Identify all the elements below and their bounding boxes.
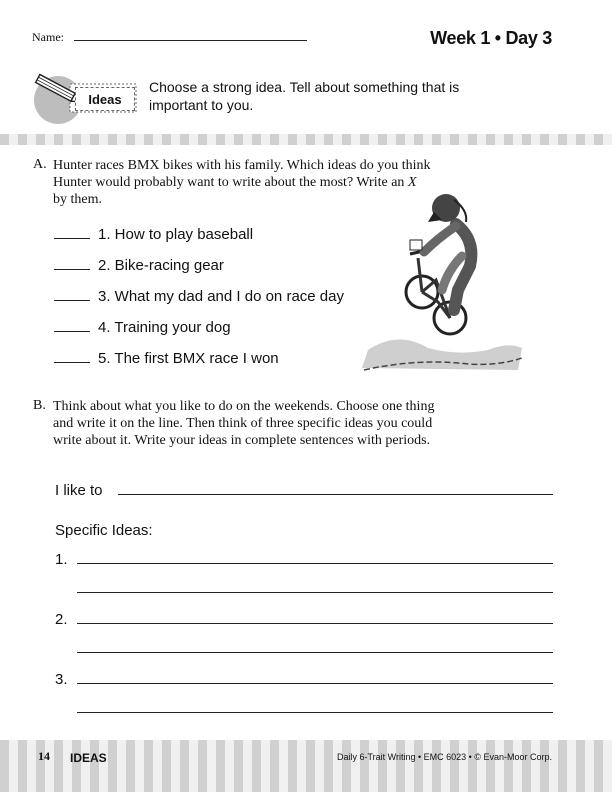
idea-number: 1. xyxy=(55,551,68,568)
idea-number: 2. xyxy=(55,611,68,628)
i-like-answer-line[interactable] xyxy=(118,494,553,495)
name-label: Name: xyxy=(32,30,64,44)
option-item xyxy=(54,319,231,336)
page-number: 14 xyxy=(38,749,50,763)
header-divider xyxy=(0,134,612,145)
idea-2-line-2[interactable] xyxy=(77,652,553,653)
option-item xyxy=(54,257,224,274)
idea-3-line-2[interactable] xyxy=(77,712,553,713)
footer-section-label: IDEAS xyxy=(70,751,107,765)
footer-band xyxy=(0,740,612,792)
week-day-title: Week 1 • Day 3 xyxy=(430,28,552,48)
option-blank[interactable] xyxy=(54,238,90,239)
option-label: 1. How to play baseball xyxy=(98,226,254,243)
section-b-question: Think about what you like to do on the weekends. Choose one thing and write it on the line. Then think of three specific ideas you could write about it. Write your ideas in complete sentences with periods. xyxy=(53,399,435,448)
section-b-letter: B. xyxy=(33,398,46,413)
ideas-badge-label: Ideas xyxy=(75,87,135,111)
idea-1-line-2[interactable] xyxy=(77,592,553,593)
option-item xyxy=(54,288,344,305)
i-like-label: I like to xyxy=(55,482,103,499)
option-blank[interactable] xyxy=(54,269,90,270)
ideas-badge xyxy=(30,70,140,126)
idea-1-line-1[interactable] xyxy=(77,563,553,564)
option-label: 4. Training your dog xyxy=(98,319,231,336)
option-label: 5. The first BMX race I won xyxy=(98,350,279,367)
option-item xyxy=(54,226,253,243)
specific-ideas-label: Specific Ideas: xyxy=(55,522,153,539)
idea-2-line-1[interactable] xyxy=(77,623,553,624)
option-label: 2. Bike-racing gear xyxy=(98,257,224,274)
copyright-text: Daily 6-Trait Writing • EMC 6023 • © Evan-Moor Corp. xyxy=(337,752,552,762)
name-field-line[interactable] xyxy=(74,40,307,41)
section-a-letter: A. xyxy=(33,157,47,172)
bmx-rider-illustration xyxy=(358,180,526,380)
instruction-text: Choose a strong idea. Tell about something that is important to you. xyxy=(149,79,460,113)
option-blank[interactable] xyxy=(54,300,90,301)
option-item xyxy=(54,350,279,367)
option-blank[interactable] xyxy=(54,362,90,363)
section-a-question-pre: Hunter races BMX bikes with his family. Which ideas do you think Hunter would probably want to write about the most? Write an xyxy=(53,158,431,190)
option-label: 3. What my dad and I do on race day xyxy=(98,288,344,305)
option-blank[interactable] xyxy=(54,331,90,332)
section-a-question-post: by them. xyxy=(53,192,102,207)
idea-3-line-1[interactable] xyxy=(77,683,553,684)
section-a-question-x: X xyxy=(407,175,417,190)
idea-number: 3. xyxy=(55,671,68,688)
